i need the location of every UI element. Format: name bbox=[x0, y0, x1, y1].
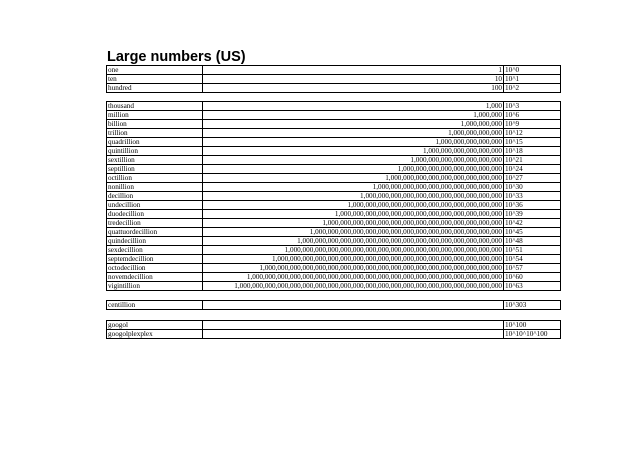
table-row bbox=[107, 228, 561, 237]
number-name-cell[interactable]: googol bbox=[107, 321, 203, 330]
number-value-cell[interactable] bbox=[203, 330, 504, 339]
number-value-cell[interactable]: 1,000,000,000,000,000,000,000,000,000,000,000,000,000,000,000,000 bbox=[203, 237, 504, 246]
table-row bbox=[107, 102, 561, 111]
number-name-cell[interactable]: sexdecillion bbox=[107, 246, 203, 255]
number-value-cell[interactable]: 1,000,000,000,000,000,000,000,000,000,000,000,000,000 bbox=[203, 210, 504, 219]
table-row bbox=[107, 156, 561, 165]
table-row bbox=[107, 138, 561, 147]
number-name-cell[interactable]: googolplexplex bbox=[107, 330, 203, 339]
table-row bbox=[107, 255, 561, 264]
table-row bbox=[107, 246, 561, 255]
table-row bbox=[107, 201, 561, 210]
exponent-cell[interactable]: 10^30 bbox=[504, 183, 561, 192]
number-value-cell[interactable]: 1,000 bbox=[203, 102, 504, 111]
exponent-cell[interactable]: 10^63 bbox=[504, 282, 561, 291]
number-name-cell[interactable]: decillion bbox=[107, 192, 203, 201]
number-value-cell[interactable]: 1,000,000,000,000,000,000,000,000,000,000,000 bbox=[203, 192, 504, 201]
number-value-cell[interactable]: 1,000,000,000,000,000,000,000,000,000,000,000,000,000,000 bbox=[203, 219, 504, 228]
sheet-title: Large numbers (US) bbox=[107, 49, 246, 65]
exponent-cell[interactable]: 10^2 bbox=[504, 84, 561, 93]
number-value-cell[interactable]: 10 bbox=[203, 75, 504, 84]
number-value-cell[interactable]: 1,000,000,000,000,000,000,000,000,000,000,000,000,000,000,000,000,000,000,000 bbox=[203, 264, 504, 273]
exponent-cell[interactable]: 10^100 bbox=[504, 321, 561, 330]
number-value-cell[interactable]: 1,000,000,000,000,000,000,000,000,000,000 bbox=[203, 183, 504, 192]
number-name-cell[interactable]: centillion bbox=[107, 301, 203, 310]
number-name-cell[interactable]: billion bbox=[107, 120, 203, 129]
exponent-cell[interactable]: 10^51 bbox=[504, 246, 561, 255]
number-value-cell[interactable]: 1,000,000,000,000,000,000,000,000,000,000,000,000,000,000,000,000,000,000,000,000 bbox=[203, 273, 504, 282]
exponent-cell[interactable]: 10^15 bbox=[504, 138, 561, 147]
table-row bbox=[107, 321, 561, 330]
exponent-cell[interactable]: 10^10^10^100 bbox=[504, 330, 561, 339]
exponent-cell[interactable]: 10^57 bbox=[504, 264, 561, 273]
number-name-cell[interactable]: sextillion bbox=[107, 156, 203, 165]
number-name-cell[interactable]: octodecillion bbox=[107, 264, 203, 273]
table-row bbox=[107, 66, 561, 75]
number-name-cell[interactable]: tredecillion bbox=[107, 219, 203, 228]
table-row bbox=[107, 174, 561, 183]
table-row bbox=[107, 129, 561, 138]
number-name-cell[interactable]: nonillion bbox=[107, 183, 203, 192]
exponent-cell[interactable]: 10^6 bbox=[504, 111, 561, 120]
exponent-cell[interactable]: 10^48 bbox=[504, 237, 561, 246]
table-row bbox=[107, 75, 561, 84]
number-name-cell[interactable]: duodecillion bbox=[107, 210, 203, 219]
table-row bbox=[107, 330, 561, 339]
exponent-cell[interactable]: 10^0 bbox=[504, 66, 561, 75]
number-value-cell[interactable] bbox=[203, 301, 504, 310]
table-row bbox=[107, 147, 561, 156]
googol-table bbox=[106, 320, 561, 339]
table-row bbox=[107, 237, 561, 246]
table-row bbox=[107, 84, 561, 93]
exponent-cell[interactable]: 10^54 bbox=[504, 255, 561, 264]
exponent-cell[interactable]: 10^18 bbox=[504, 147, 561, 156]
table-row bbox=[107, 111, 561, 120]
number-value-cell[interactable]: 1,000,000,000,000,000,000,000,000,000,000,000,000,000,000,000,000,000 bbox=[203, 246, 504, 255]
number-value-cell[interactable] bbox=[203, 321, 504, 330]
exponent-cell[interactable]: 10^21 bbox=[504, 156, 561, 165]
exponent-cell[interactable]: 10^45 bbox=[504, 228, 561, 237]
exponent-cell[interactable]: 10^303 bbox=[504, 301, 561, 310]
exponent-cell[interactable]: 10^60 bbox=[504, 273, 561, 282]
number-name-cell[interactable]: hundred bbox=[107, 84, 203, 93]
number-value-cell[interactable]: 1,000,000,000,000,000,000,000 bbox=[203, 156, 504, 165]
number-name-cell[interactable]: ten bbox=[107, 75, 203, 84]
table-row bbox=[107, 210, 561, 219]
exponent-cell[interactable]: 10^39 bbox=[504, 210, 561, 219]
number-value-cell[interactable]: 1,000,000,000,000,000 bbox=[203, 138, 504, 147]
table-row bbox=[107, 282, 561, 291]
exponent-cell[interactable]: 10^27 bbox=[504, 174, 561, 183]
number-name-cell[interactable]: undecillion bbox=[107, 201, 203, 210]
table-row bbox=[107, 120, 561, 129]
number-name-cell[interactable]: thousand bbox=[107, 102, 203, 111]
number-value-cell[interactable]: 1,000,000,000,000,000,000,000,000,000,000,000,000 bbox=[203, 201, 504, 210]
number-name-cell[interactable]: trillion bbox=[107, 129, 203, 138]
number-value-cell[interactable]: 1,000,000,000,000,000,000,000,000 bbox=[203, 165, 504, 174]
number-name-cell[interactable]: septemdecillion bbox=[107, 255, 203, 264]
table-row bbox=[107, 192, 561, 201]
number-name-cell[interactable]: quindecillion bbox=[107, 237, 203, 246]
number-name-cell[interactable]: vigintillion bbox=[107, 282, 203, 291]
centillion-table bbox=[106, 300, 561, 310]
exponent-cell[interactable]: 10^36 bbox=[504, 201, 561, 210]
table-row bbox=[107, 264, 561, 273]
small-numbers-table bbox=[106, 65, 561, 93]
exponent-cell[interactable]: 10^24 bbox=[504, 165, 561, 174]
number-name-cell[interactable]: octillion bbox=[107, 174, 203, 183]
table-row bbox=[107, 273, 561, 282]
table-row bbox=[107, 165, 561, 174]
number-value-cell[interactable]: 1,000,000 bbox=[203, 111, 504, 120]
number-value-cell[interactable]: 1,000,000,000,000 bbox=[203, 129, 504, 138]
large-numbers-table bbox=[106, 101, 561, 291]
number-value-cell[interactable]: 1,000,000,000,000,000,000,000,000,000,000,000,000,000,000,000,000,000,000,000,000,000 bbox=[203, 282, 504, 291]
exponent-cell[interactable]: 10^3 bbox=[504, 102, 561, 111]
number-value-cell[interactable]: 100 bbox=[203, 84, 504, 93]
number-name-cell[interactable]: quattuordecillion bbox=[107, 228, 203, 237]
exponent-cell[interactable]: 10^9 bbox=[504, 120, 561, 129]
number-name-cell[interactable]: septillion bbox=[107, 165, 203, 174]
exponent-cell[interactable]: 10^33 bbox=[504, 192, 561, 201]
number-name-cell[interactable]: quadrillion bbox=[107, 138, 203, 147]
number-value-cell[interactable]: 1,000,000,000,000,000,000,000,000,000,000,000,000,000,000,000 bbox=[203, 228, 504, 237]
exponent-cell[interactable]: 10^42 bbox=[504, 219, 561, 228]
number-value-cell[interactable]: 1,000,000,000,000,000,000,000,000,000,000,000,000,000,000,000,000,000,000 bbox=[203, 255, 504, 264]
number-name-cell[interactable]: million bbox=[107, 111, 203, 120]
number-value-cell[interactable]: 1,000,000,000 bbox=[203, 120, 504, 129]
number-value-cell[interactable]: 1,000,000,000,000,000,000,000,000,000 bbox=[203, 174, 504, 183]
exponent-cell[interactable]: 10^12 bbox=[504, 129, 561, 138]
number-value-cell[interactable]: 1,000,000,000,000,000,000 bbox=[203, 147, 504, 156]
exponent-cell[interactable]: 10^1 bbox=[504, 75, 561, 84]
number-name-cell[interactable]: one bbox=[107, 66, 203, 75]
table-row bbox=[107, 301, 561, 310]
table-row bbox=[107, 183, 561, 192]
table-row bbox=[107, 219, 561, 228]
number-name-cell[interactable]: novemdecillion bbox=[107, 273, 203, 282]
number-name-cell[interactable]: quintillion bbox=[107, 147, 203, 156]
number-value-cell[interactable]: 1 bbox=[203, 66, 504, 75]
